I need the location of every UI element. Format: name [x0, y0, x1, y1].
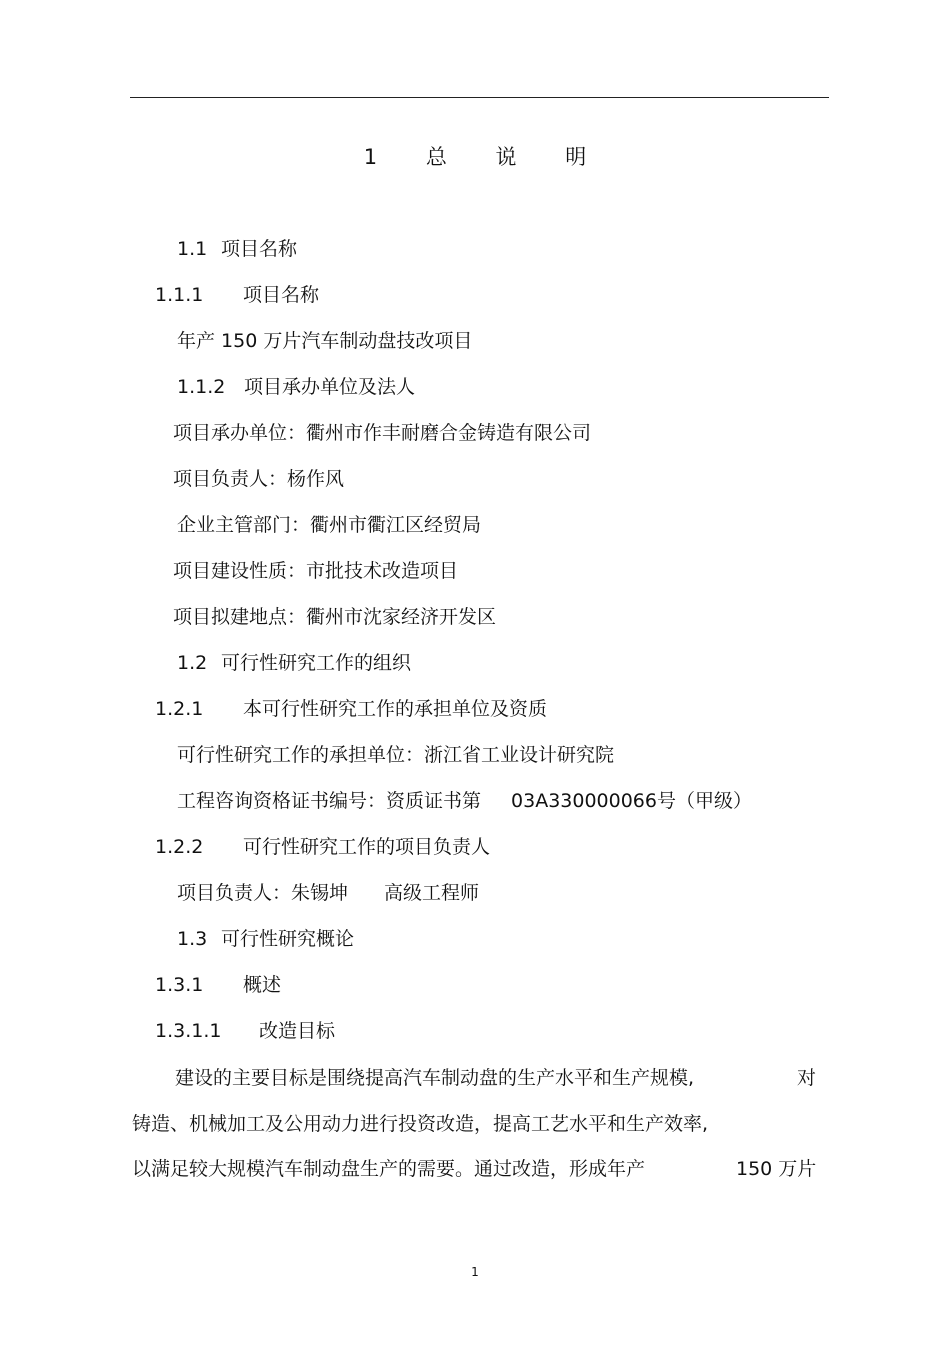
heading-text: 可行性研究概论: [221, 928, 355, 950]
heading-number: 1.2: [177, 652, 208, 674]
heading-1-2-2: [155, 835, 490, 859]
heading-number: 1.2.1: [155, 698, 204, 720]
heading-1-3-1: [155, 973, 281, 997]
heading-1-2-1: [155, 697, 547, 721]
cert-number: 03A330000066号（甲级）: [511, 790, 752, 812]
heading-1-1-2: [177, 375, 415, 399]
heading-text: 项目名称: [221, 238, 298, 260]
heading-number: 1.1: [177, 238, 208, 260]
project-name-text: 年产 150 万片汽车制动盘技改项目: [177, 330, 473, 352]
heading-number: 1.1.1: [155, 284, 204, 306]
chapter-char-2: 说: [495, 145, 517, 169]
heading-text: 项目名称: [243, 284, 320, 306]
research-leader-name: 项目负责人：朱锡坤: [177, 882, 349, 904]
paragraph-line-2: 铸造、机械加工及公用动力进行投资改造，提高工艺水平和生产效率,: [132, 1113, 709, 1135]
heading-1-1: [177, 237, 297, 261]
research-leader-title: 高级工程师: [384, 882, 480, 904]
chapter-char-1: 总: [425, 145, 447, 169]
paragraph-line-1a: 建设的主要目标是围绕提高汽车制动盘的生产水平和生产规模,: [175, 1067, 695, 1089]
supervisor-text: 企业主管部门：衢州市衢江区经贸局: [177, 514, 482, 536]
heading-1-3-1-1: [155, 1019, 335, 1043]
paragraph-line-1b: 对: [797, 1067, 817, 1089]
heading-number: 1.3: [177, 928, 208, 950]
host-unit-text: 项目承办单位：衢州市作丰耐磨合金铸造有限公司: [173, 422, 592, 444]
research-leader-line: [177, 881, 479, 905]
chapter-title: [0, 144, 950, 170]
header-rule: [130, 97, 829, 98]
nature-text: 项目建设性质：市批技术改造项目: [173, 560, 459, 582]
heading-text: 可行性研究工作的组织: [221, 652, 412, 674]
project-leader-text: 项目负责人：杨作风: [173, 468, 345, 490]
heading-number: 1.1.2: [177, 376, 226, 398]
cert-line: [177, 789, 752, 813]
heading-text: 本可行性研究工作的承担单位及资质: [243, 698, 548, 720]
heading-1-2: [177, 651, 411, 675]
paragraph-line-3a: 以满足较大规模汽车制动盘生产的需要。通过改造，形成年产: [132, 1158, 646, 1180]
heading-text: 项目承办单位及法人: [244, 376, 416, 398]
cert-label: 工程咨询资格证书编号：资质证书第: [177, 790, 482, 812]
paragraph-line-3b: 150 万片: [736, 1158, 817, 1180]
heading-1-3: [177, 927, 354, 951]
heading-number: 1.2.2: [155, 836, 204, 858]
location-text: 项目拟建地点：衢州市沈家经济开发区: [173, 606, 497, 628]
heading-text: 可行性研究工作的项目负责人: [243, 836, 491, 858]
heading-text: 概述: [243, 974, 282, 996]
chapter-char-3: 明: [565, 145, 587, 169]
page-number: 1: [471, 1265, 479, 1279]
chapter-number: 1: [363, 145, 378, 169]
research-unit-text: 可行性研究工作的承担单位：浙江省工业设计研究院: [177, 744, 615, 766]
heading-text: 改造目标: [259, 1020, 336, 1042]
heading-number: 1.3.1: [155, 974, 204, 996]
heading-1-1-1: [155, 283, 319, 307]
heading-number: 1.3.1.1: [155, 1020, 222, 1042]
